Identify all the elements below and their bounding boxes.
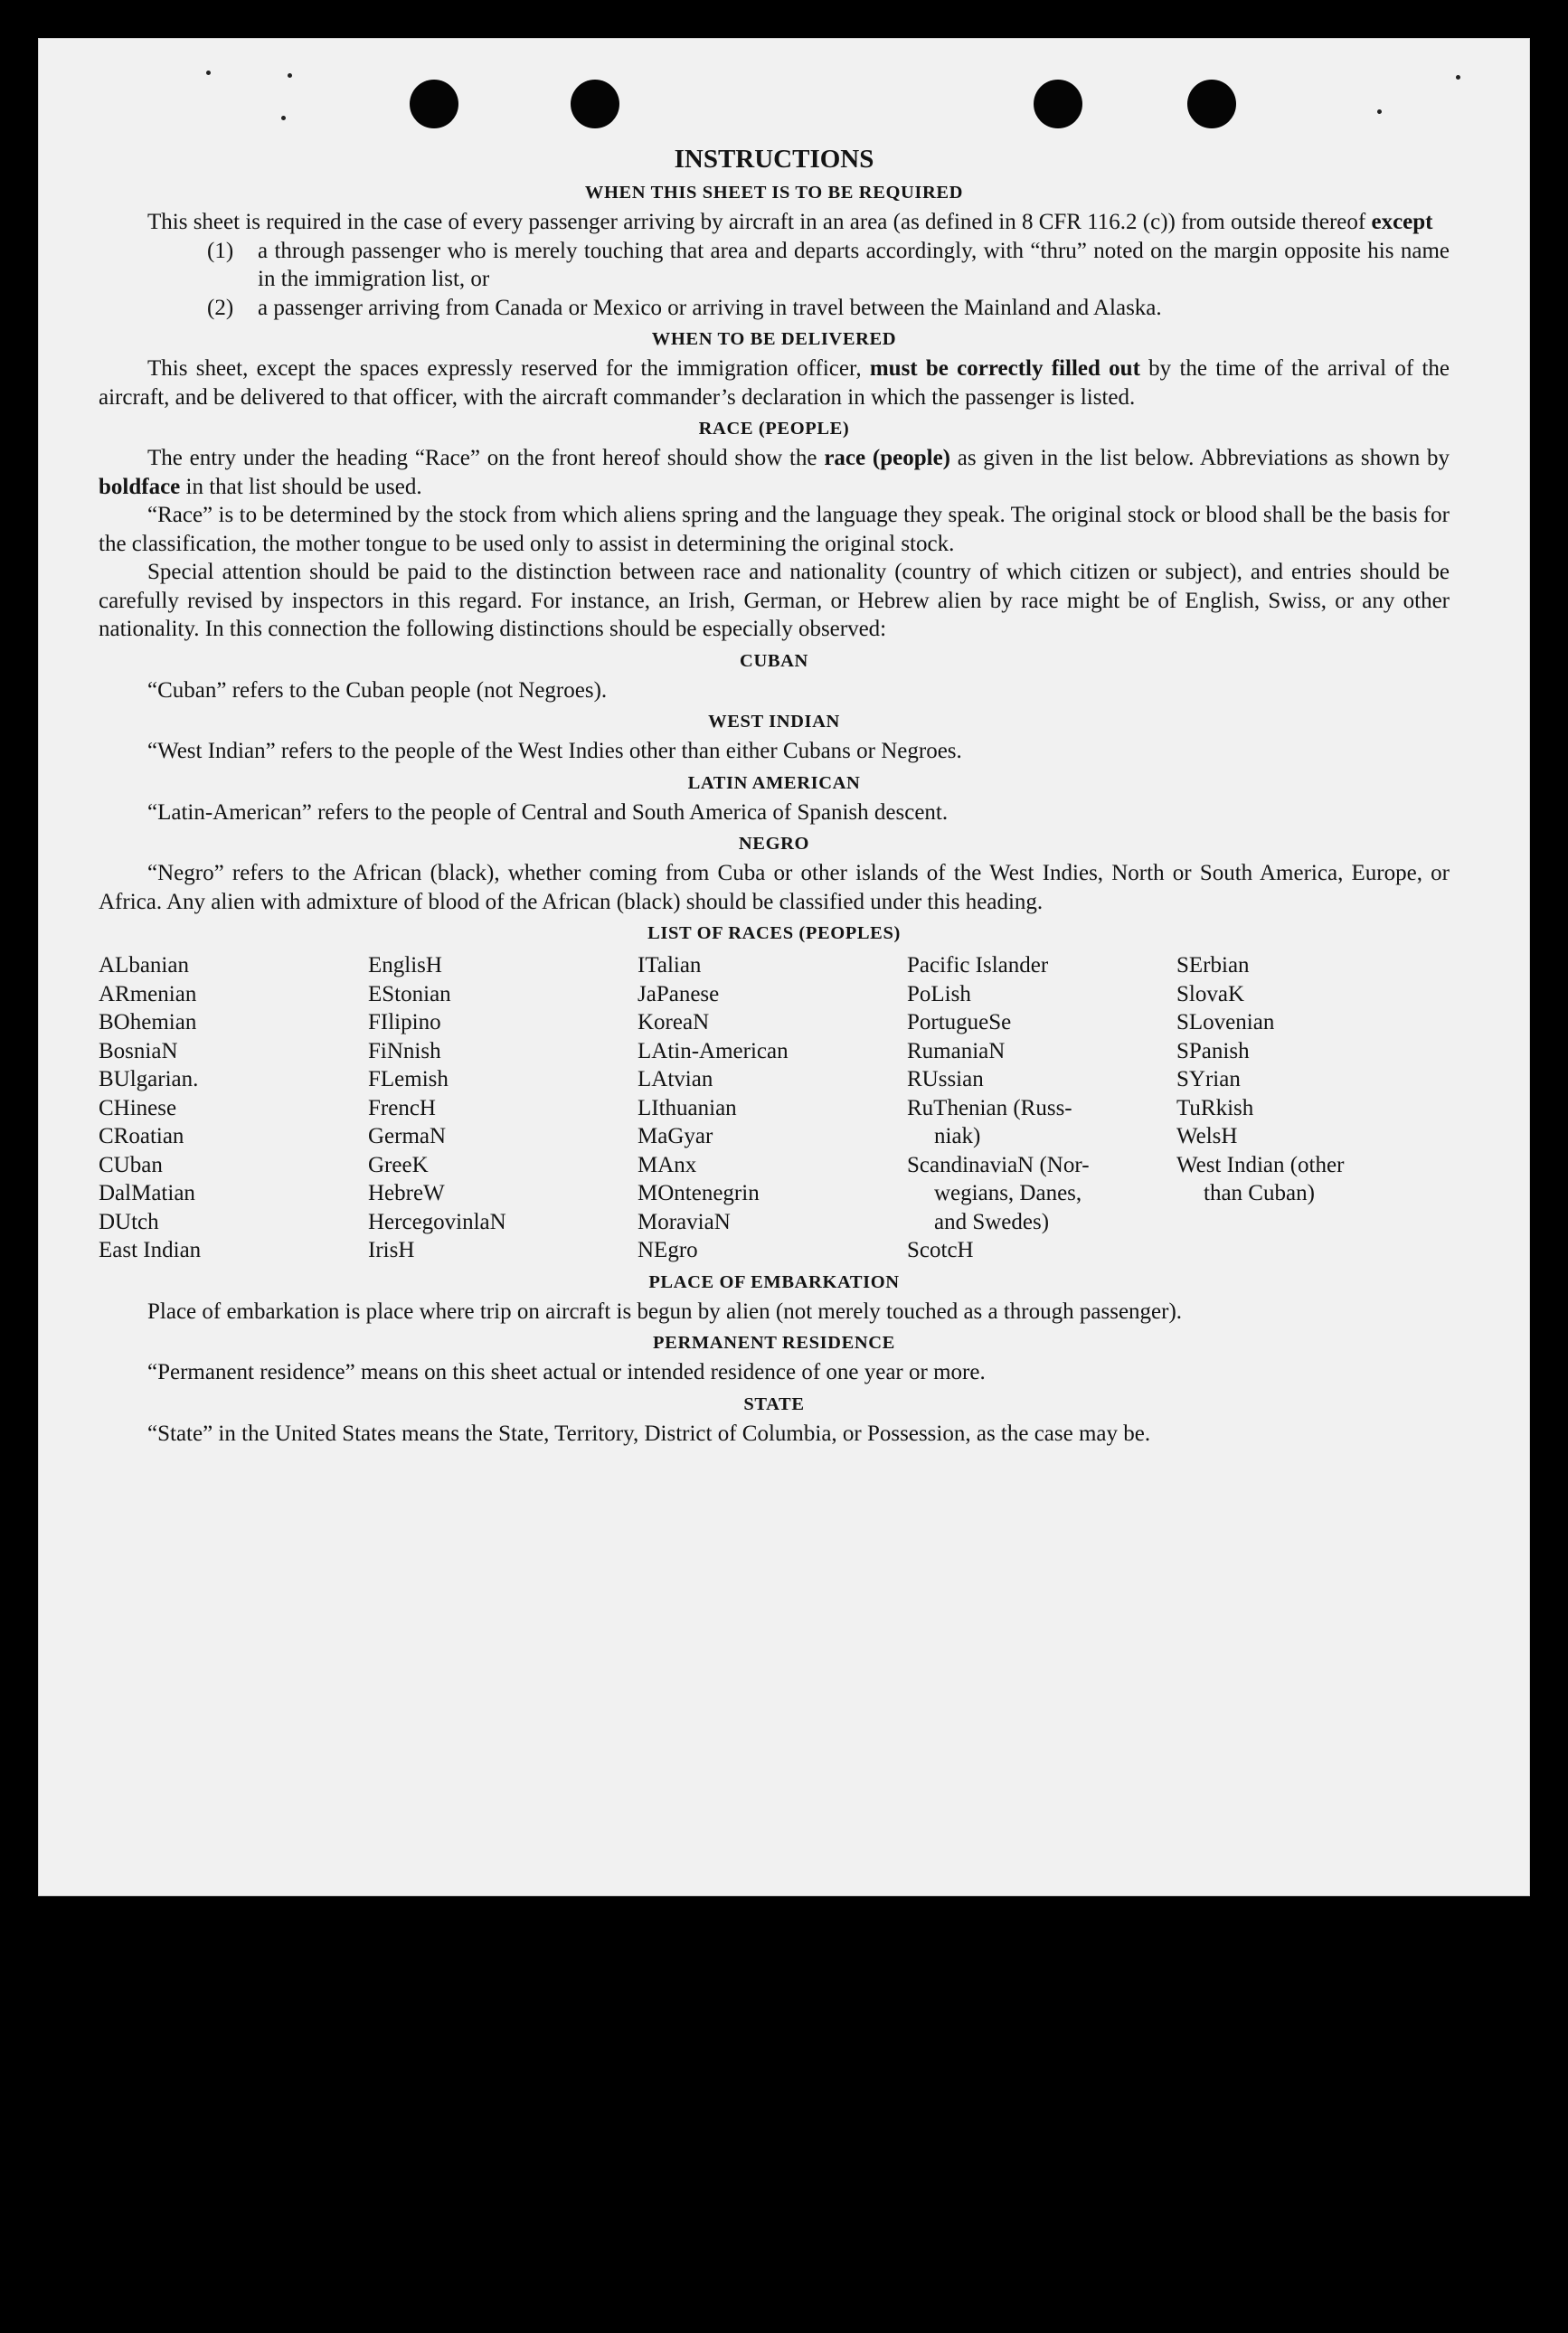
race-entry: BUlgarian.	[99, 1067, 199, 1091]
race-entry: East Indian	[99, 1238, 202, 1262]
race-entry: WelsH	[1176, 1124, 1238, 1148]
bold-run: boldface	[99, 474, 181, 499]
speck-mark	[206, 71, 211, 75]
races-table	[99, 951, 1450, 1265]
race-entry: RuThenian (Russ-	[907, 1095, 1072, 1120]
race-entry: CHinese	[99, 1095, 177, 1120]
text-run: This sheet is required in the case of every passenger arriving by aircraft in an area (as defined in 8 CFR 116.2 (c)) from outside thereof	[147, 210, 1372, 234]
item-number: (1)	[207, 238, 234, 263]
paragraph-race-1	[99, 444, 1450, 501]
race-entry: DalMatian	[99, 1181, 195, 1205]
race-entry: PortugueSe	[907, 1010, 1012, 1034]
race-entry: BOhemian	[99, 1010, 197, 1034]
document-sheet	[38, 38, 1530, 1896]
speck-mark	[288, 73, 292, 78]
races-column-4	[907, 951, 1176, 1265]
speck-mark	[1456, 75, 1460, 80]
race-entry: HebreW	[368, 1181, 445, 1205]
race-entry: ALbanian	[99, 953, 189, 978]
race-entry: RUssian	[907, 1067, 984, 1091]
race-entry: FIlipino	[368, 1010, 441, 1034]
punch-hole	[571, 80, 619, 128]
race-entry-continuation: wegians, Danes,	[934, 1181, 1082, 1205]
race-entry: FiNnish	[368, 1038, 441, 1063]
race-entry: LAtin-American	[638, 1038, 789, 1063]
heading-cuban: CUBAN	[740, 650, 808, 671]
paragraph-permanent-residence: “Permanent residence” means on this sheet actual or intended residence of one year or more.	[147, 1360, 986, 1384]
text-run: in that list should be used.	[180, 474, 422, 499]
race-entry: SErbian	[1176, 953, 1250, 978]
paragraph-race-2: “Race” is to be determined by the stock from which aliens spring and the language they speak. The original stock or blood shall be the basis for the classification, the mother tongue to be used only to assist in determining the original stock.	[99, 503, 1450, 556]
text-run: as given in the list below. Abbreviations as shown by	[950, 446, 1450, 470]
paragraph-when-delivered	[99, 354, 1450, 411]
race-entry: ScandinaviaN (Nor-	[907, 1152, 1090, 1177]
punch-hole	[410, 80, 458, 128]
paragraph-place-of-embarkation: Place of embarkation is place where trip on aircraft is begun by alien (not merely touched as a through passenger).	[147, 1299, 1183, 1324]
item-number: (2)	[207, 295, 234, 320]
heading-negro: NEGRO	[738, 834, 810, 854]
heading-west-indian: WEST INDIAN	[708, 712, 840, 732]
heading-state: STATE	[743, 1393, 805, 1414]
race-entry-continuation: and Swedes)	[934, 1209, 1050, 1234]
heading-race: RACE (PEOPLE)	[698, 419, 850, 439]
bold-run: race (people)	[824, 446, 951, 470]
heading-when-required: WHEN THIS SHEET IS TO BE REQUIRED	[584, 183, 964, 203]
races-column-3	[638, 951, 907, 1265]
race-entry: ARmenian	[99, 981, 197, 1006]
heading-place-of-embarkation: PLACE OF EMBARKATION	[648, 1271, 900, 1292]
race-entry: EnglisH	[368, 953, 442, 978]
race-entry: Pacific Islander	[907, 953, 1049, 978]
heading-when-delivered: WHEN TO BE DELIVERED	[651, 329, 897, 349]
paragraph-west-indian: “West Indian” refers to the people of the West Indies other than either Cubans or Negroes.	[147, 739, 962, 763]
paragraph-latin-american: “Latin-American” refers to the people of Central and South America of Spanish descent.	[147, 799, 949, 825]
paragraph-cuban: “Cuban” refers to the Cuban people (not Negroes).	[147, 677, 608, 703]
instructions-content	[99, 143, 1450, 1448]
race-entry: GreeK	[368, 1152, 429, 1177]
list-item	[207, 294, 1450, 323]
race-entry: TuRkish	[1176, 1095, 1254, 1120]
race-entry: GermaN	[368, 1124, 447, 1148]
bold-run: except	[1371, 210, 1433, 234]
paragraph-negro: “Negro” refers to the African (black), whether coming from Cuba or other islands of the West Indies, North or South America, Europe, or Africa. Any alien with admixture of blood of the African (black) should be classified under this heading.	[99, 861, 1450, 914]
race-entry: KoreaN	[638, 1010, 710, 1034]
race-entry: SPanish	[1176, 1038, 1250, 1063]
race-entry: JaPanese	[638, 981, 720, 1006]
heading-list-of-races: LIST OF RACES (PEOPLES)	[647, 923, 901, 943]
races-column-2	[368, 951, 638, 1265]
race-entry: CRoatian	[99, 1124, 184, 1148]
list-item	[207, 237, 1450, 294]
race-entry: ScotcH	[907, 1238, 974, 1262]
paragraph-when-required	[99, 208, 1450, 237]
race-entry: MoraviaN	[638, 1209, 731, 1234]
text-run: by the time of the arrival of the aircraft, and be delivered to that officer, with the aircraft commander’s declaration in which the passenger is listed.	[99, 356, 1450, 410]
race-entry: SLovenian	[1176, 1010, 1275, 1034]
races-column-1	[99, 951, 368, 1265]
race-entry: SYrian	[1176, 1067, 1241, 1091]
speck-mark	[281, 116, 286, 120]
bold-run: must be correctly filled out	[869, 356, 1140, 381]
race-entry: MaGyar	[638, 1124, 713, 1148]
race-entry: RumaniaN	[907, 1038, 1006, 1063]
text-run: The entry under the heading “Race” on the front hereof should show the	[147, 446, 825, 470]
punch-hole	[1187, 80, 1236, 128]
item-text: a passenger arriving from Canada or Mexico or arriving in travel between the Mainland and Alaska.	[258, 295, 1162, 320]
heading-permanent-residence: PERMANENT RESIDENCE	[653, 1333, 895, 1353]
race-entry: CUban	[99, 1152, 163, 1177]
race-entry: NEgro	[638, 1238, 698, 1262]
race-entry-continuation: niak)	[934, 1124, 981, 1148]
race-entry: LIthuanian	[638, 1095, 737, 1120]
item-text: a through passenger who is merely touching that area and departs accordingly, with “thru” noted on the margin opposite his name in the immigration list, or	[258, 238, 1450, 291]
race-entry: BosniaN	[99, 1038, 178, 1063]
paragraph-race-3: Special attention should be paid to the distinction between race and nationality (country of which citizen or subject), and entries should be carefully revised by inspectors in this regard. For instance, an Irish, German, or Hebrew alien by race might be of English, Swiss, or any other nationality. In this connection the following distinctions should be especially observed:	[99, 560, 1450, 641]
race-entry: West Indian (other	[1176, 1152, 1345, 1177]
race-entry: FrencH	[368, 1095, 436, 1120]
races-column-5	[1176, 951, 1450, 1265]
race-entry: FLemish	[368, 1067, 449, 1091]
race-entry: EStonian	[368, 981, 451, 1006]
text-run: This sheet, except the spaces expressly reserved for the immigration officer,	[147, 356, 870, 381]
race-entry-continuation: than Cuban)	[1204, 1181, 1315, 1205]
race-entry: HercegovinlaN	[368, 1209, 506, 1234]
race-entry: PoLish	[907, 981, 971, 1006]
race-entry: MOntenegrin	[638, 1181, 760, 1205]
race-entry: ITalian	[638, 953, 702, 978]
race-entry: LAtvian	[638, 1067, 713, 1091]
speck-mark	[1377, 109, 1382, 114]
race-entry: IrisH	[368, 1238, 415, 1262]
race-entry: MAnx	[638, 1152, 697, 1177]
paragraph-state: “State” in the United States means the State, Territory, District of Columbia, or Possession, as the case may be.	[147, 1421, 1151, 1446]
punch-hole	[1034, 80, 1082, 128]
race-entry: DUtch	[99, 1209, 159, 1234]
page-title: INSTRUCTIONS	[674, 145, 874, 174]
race-entry: SlovaK	[1176, 981, 1244, 1006]
heading-latin-american: LATIN AMERICAN	[687, 772, 861, 793]
